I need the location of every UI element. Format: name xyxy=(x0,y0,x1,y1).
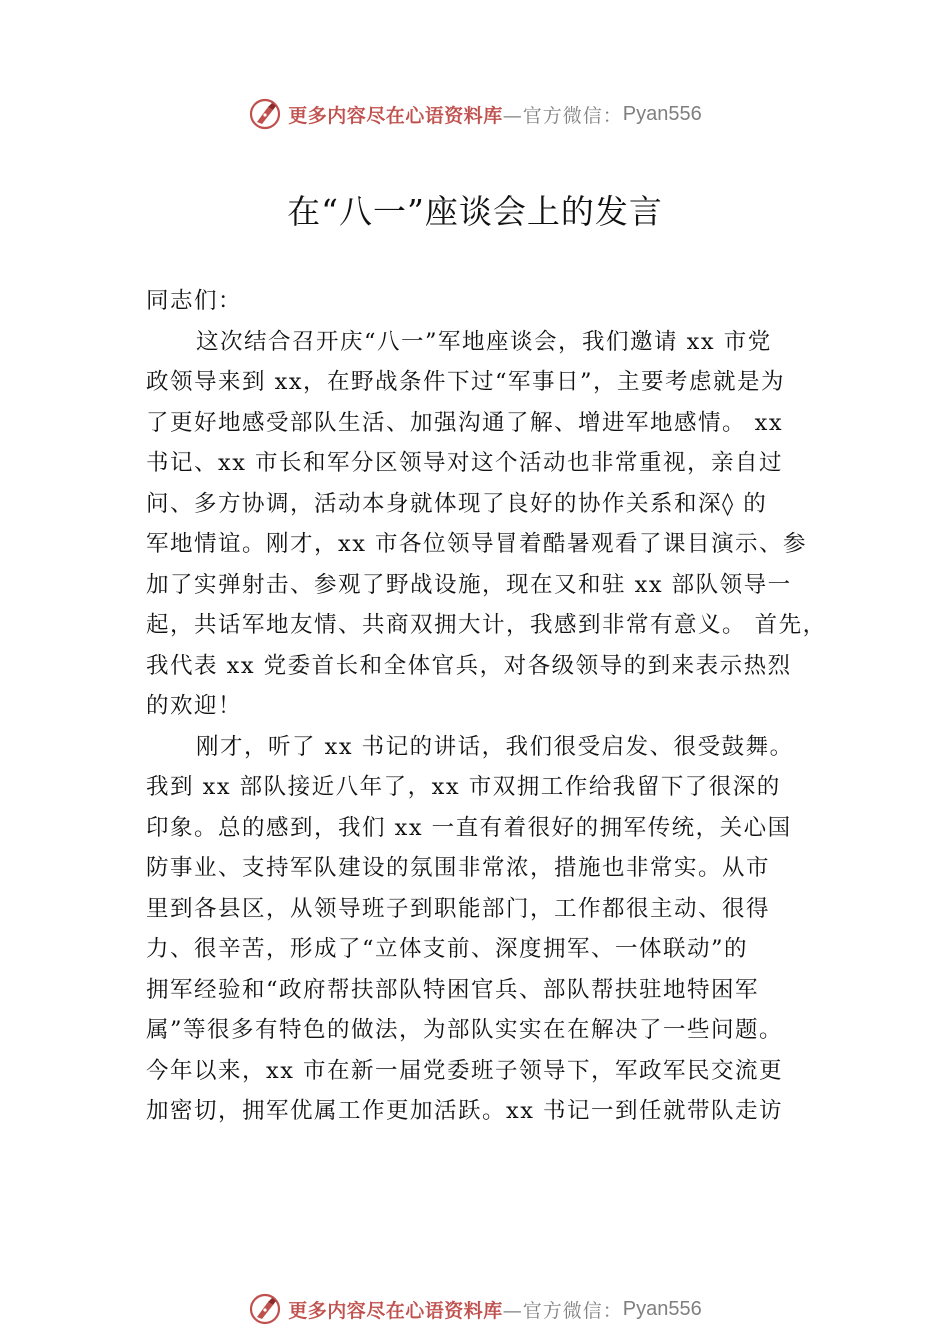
text-line: 属”等很多有特色的做法，为部队实实在在解决了一些问题。 xyxy=(146,1017,784,1043)
paragraph-1 xyxy=(146,322,826,727)
text-line: 起，共话军地友情、共商双拥大计，我感到非常有意义。 首先， xyxy=(146,612,827,638)
text-line: 的欢迎！ xyxy=(146,693,243,719)
banner-wechat-id: Pyan556 xyxy=(622,102,702,125)
text-line: 加了实弹射击、参观了野战设施，现在又和驻 xx 部队领导一 xyxy=(146,571,792,598)
salutation: 同志们： xyxy=(146,288,243,314)
pen-nib-logo-icon xyxy=(248,97,282,131)
footer-banner xyxy=(0,1289,950,1329)
banner-library-text: 更多内容尽在心语资料库 xyxy=(288,1299,503,1322)
header-banner xyxy=(0,94,950,134)
text-line: 刚才，听了 xx 书记的讲话，我们很受启发、很受鼓舞。 xyxy=(196,733,794,760)
text-line: 我到 xx 部队接近八年了，xx 市双拥工作给我留下了很深的 xyxy=(146,774,781,800)
text-line: 防事业、支持军队建设的氛围非常浓，措施也非常实。从市 xyxy=(146,855,771,881)
text-line: 印象。总的感到，我们 xx 一直有着很好的拥军传统，关心国 xyxy=(146,814,792,841)
text-line: 拥军经验和“政府帮扶部队特困官兵、部队帮扶驻地特困军 xyxy=(146,976,760,1003)
banner-wechat-label: —官方微信： xyxy=(502,1299,623,1322)
banner-wechat-label: —官方微信： xyxy=(502,104,623,127)
text-line: 我代表 xx 党委首长和全体官兵，对各级领导的到来表示热烈 xyxy=(146,652,792,679)
document-body xyxy=(146,281,826,1132)
paragraph-2 xyxy=(146,727,826,1132)
text-line: 问、多方协调，活动本身就体现了良好的协作关系和深◊ 的 xyxy=(146,490,768,517)
text-line: 了更好地感受部队生活、加强沟通了解、增进军地感情。 xx xyxy=(146,409,784,436)
banner-wechat-id: Pyan556 xyxy=(622,1297,702,1320)
pen-nib-logo-icon xyxy=(248,1292,282,1326)
text-line: 政领导来到 xx，在野战条件下过“军事日”，主要考虑就是为 xyxy=(146,369,786,395)
text-line: 军地情谊。刚才，xx 市各位领导冒着酷暑观看了课目演示、参 xyxy=(146,531,808,557)
text-line: 里到各县区，从领导班子到职能部门，工作都很主动、很得 xyxy=(146,895,771,922)
document-title: 在“八一”座谈会上的发言 xyxy=(287,192,663,231)
text-line: 加密切，拥军优属工作更加活跃。xx 书记一到任就带队走访 xyxy=(146,1098,784,1124)
text-line: 这次结合召开庆“八一”军地座谈会，我们邀请 xx 市党 xyxy=(196,328,772,355)
text-line: 今年以来，xx 市在新一届党委班子领导下，军政军民交流更 xyxy=(146,1057,784,1084)
text-line: 力、很辛苦，形成了“立体支前、深度拥军、一体联动”的 xyxy=(146,936,749,962)
text-line: 书记、xx 市长和军分区领导对这个活动也非常重视，亲自过 xyxy=(146,450,784,476)
banner-library-text: 更多内容尽在心语资料库 xyxy=(288,104,503,127)
